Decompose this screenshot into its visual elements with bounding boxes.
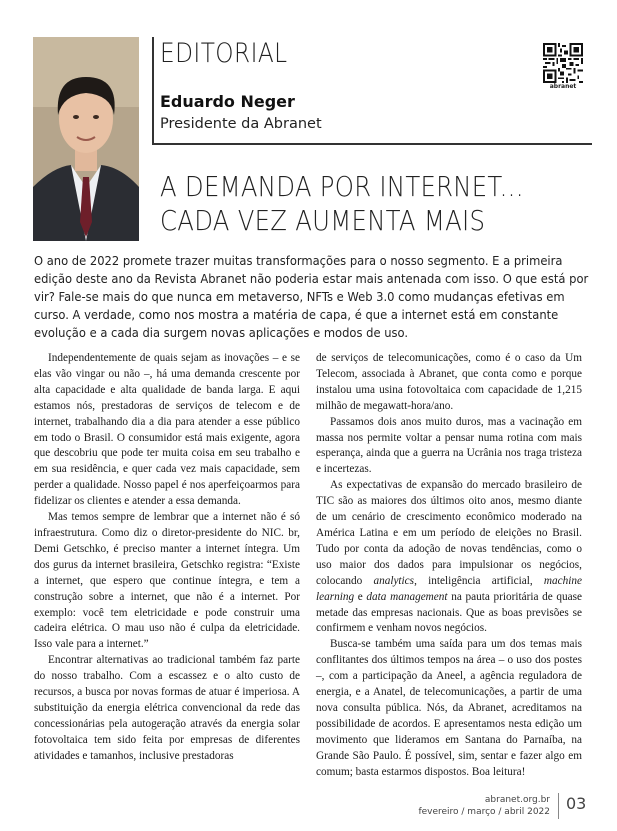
header-vertical-rule — [152, 37, 154, 143]
body-paragraph: de serviços de telecomunicações, como é o caso da Um Telecom, associada à Abranet, que conta como e porque instalou uma usina fotovoltaica com capacidade de 1,215 milhão de megawatt-hora/ano. — [316, 352, 582, 412]
page-number: 03 — [566, 794, 587, 813]
qr-caption: abranet — [549, 83, 577, 90]
emphasis-term: machine learning — [316, 574, 582, 603]
footer-url: abranet.org.br — [484, 795, 550, 805]
qr-code-icon — [543, 43, 583, 83]
left-column — [34, 351, 300, 765]
headline-line-1: A DEMANDA POR INTERNET... — [160, 170, 524, 203]
article-lead: O ano de 2022 promete trazer muitas transformações para o nosso segmento. E a primeira edição deste ano da Revista Abranet não poderia estar mais antenada com isso. O que está por vir? Fale-se mais do que nunca em metaverso, NFTs e Web 3.0 como mudanças efetivas em curso. A verdade, como nos mostra a matéria de capa, é que a internet está em constante evolução e a cada dia surgem novas aplicações e modos de uso. — [34, 253, 589, 341]
article-headline — [160, 170, 543, 238]
body-text: e — [354, 590, 367, 603]
body-paragraph: Encontrar alternativas ao tradicional também faz parte do nosso trabalho. Com a escassez e o alto custo de recursos, a busca por novas formas de atuar é imperiosa. A substituição da energia elétrica convencional da rede das concessionárias pela autogeração através da energia solar fotovoltaica tem sido feita por empresas de diferentes atividades e tamanhos, inclusive prestadoras — [34, 654, 300, 762]
headline-line-2: CADA VEZ AUMENTA MAIS — [160, 204, 486, 237]
emphasis-term: analytics — [373, 574, 415, 587]
right-column — [316, 351, 582, 780]
body-paragraph: Independentemente de quais sejam as inovações – e se elas vão vingar ou não –, há uma demanda crescente por alta capacidade e alta qualidade de banda larga. E aqui estamos nós, prestadoras de serviços de telecom e de internet, trabalhando dia a dia para atender a esse público em todo o Brasil. O consumidor está mais exigente, agora que descobriu que pode ter muita coisa em seu trabalho e em sua residência, e quer cada vez mais capacidade, sem perder a qualidade. Nosso papel é nos aperfeiçoarmos para fidelizar os clientes e atender a essa demanda. — [34, 352, 300, 508]
body-paragraph — [316, 415, 582, 479]
body-paragraph: Mas temos sempre de lembrar que a internet não é só infraestrutura. Como diz o diretor-presidente do NIC. br, Demi Getschko, é preciso manter a internet íntegra. Um dos gurus da internet brasileira, Getschko registra: “Existe a internet, que espero que continue íntegra, e tem a construção sobre a internet, que não é a internet. Por exemplo: você tem eletricidade e pode construir uma cadeira elétrica. O mau uso não é culpa da eletricidade. Isso vale para a internet.” — [34, 511, 300, 651]
body-paragraph — [316, 478, 582, 637]
body-text: Passamos dois anos muito duros, mas a vacinação em massa nos permite voltar a pensar numa rotina com mais esperança, ainda que a guerra na Ucrânia nos traga tristeza e incertezas. — [316, 415, 582, 476]
author-photo — [33, 37, 139, 241]
body-text: na pauta prioritária de quase metade das empresas nacionais. Que as boas previsões se confirmem e venham novos negócios. — [316, 590, 582, 635]
body-text: , inteligência artificial, — [414, 574, 544, 587]
footer-date: fevereiro / março / abril 2022 — [418, 807, 550, 817]
author-role: Presidente da Abranet — [160, 116, 322, 132]
section-title: EDITORIAL — [160, 38, 288, 69]
body-paragraph: Busca-se também uma saída para um dos temas mais conflitantes dos últimos tempos na área – o uso dos postes –, com a participação da Aneel, a agência reguladora de energia, e a Anatel, de telecomunicações, a partir de uma nova consulta pública. Nós, da Abranet, acreditamos na possibilidade de acordos. E apresentamos nesta edição um movimento que lideramos em Santana do Parnaíba, na Grande São Paulo. É possível, sim, sentar e fazer algo em comum; basta estarmos dispostos. Boa leitura! — [316, 638, 582, 778]
author-name: Eduardo Neger — [160, 92, 295, 111]
footer-divider — [558, 793, 559, 819]
header-horizontal-rule — [152, 143, 592, 145]
emphasis-term: data management — [366, 590, 448, 603]
body-text: As expectativas de expansão do mercado brasileiro de TIC são as maiores dos últimos oito anos, mesmo diante de um cenário de crescimento econômico moderado na América Latina e em um período de eleições no Brasil. Tudo por conta da adoção de novas tendências, como o uso maior dos dados para impulsionar os negócios, colocando — [316, 479, 582, 587]
